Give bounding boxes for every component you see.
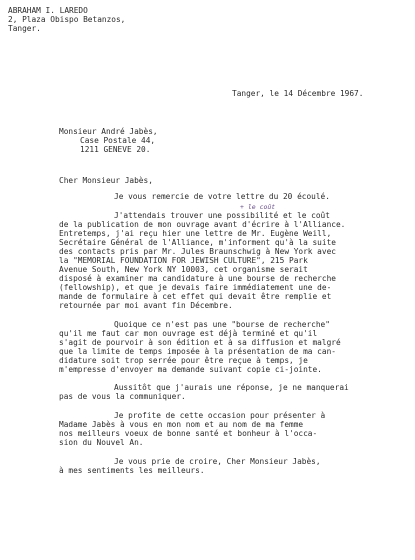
paragraph-2-line: retournée par moi avant fin Décembre.: [59, 301, 233, 310]
recipient-name: Monsieur André Jabès,: [59, 127, 158, 136]
paragraph-2-line: Entretemps, j'ai reçu hier une lettre de Mr. Eugène Weill,: [59, 229, 332, 238]
paragraph-2-line: la "MEMORIAL FOUNDATION FOR JEWISH CULTURE", 215 Park: [59, 256, 308, 265]
recipient-city: 1211 GENEVE 20.: [80, 145, 151, 154]
paragraph-4-line: pas de vous la communiquer.: [59, 392, 186, 401]
paragraph-2-line: de la publication de mon ouvrage avant d'écrire à l'Alliance.: [59, 220, 346, 229]
paragraph-4-line: Aussitôt que j'aurais une réponse, je ne manquerai: [114, 383, 349, 392]
paragraph-5-line: nos meilleurs voeux de bonne santé et bonheur à l'occa-: [59, 429, 318, 438]
paragraph-6-line: à mes sentiments les meilleurs.: [59, 466, 205, 475]
handwritten-insertion: + le coût: [240, 203, 276, 211]
paragraph-3-line: m'empresse d'envoyer ma demande suivant copie ci-jointe.: [59, 365, 322, 374]
paragraph-3-line: Quoique ce n'est pas une "bourse de recherche": [114, 320, 330, 329]
paragraph-5-line: Je profite de cette occasion pour présenter à: [114, 411, 326, 420]
paragraph-2-line: Avenue South, New York NY 10003, cet organisme serait: [59, 265, 308, 274]
paragraph-2-line: J'attendais trouver une possibilité et le coût: [114, 211, 330, 220]
paragraph-2-line: des contacts pris par Mr. Jules Braunschwig à New York avec: [59, 247, 336, 256]
sender-address: 2, Plaza Obispo Betanzos,: [8, 15, 126, 24]
paragraph-3-line: que la limite de temps imposée à la présentation de ma can-: [59, 347, 336, 356]
paragraph-5-line: Madame Jabès à vous en mon nom et au nom de ma femme: [59, 420, 304, 429]
paragraph-5-line: sion du Nouvel An.: [59, 438, 144, 447]
paragraph-1-line: Je vous remercie de votre lettre du 20 écoulé.: [114, 192, 330, 201]
sender-name: ABRAHAM I. LAREDO: [8, 6, 88, 15]
paragraph-3-line: didature soit trop serrée pour être reçue à temps, je: [59, 356, 308, 365]
paragraph-3-line: qu'il me faut car mon ouvrage est déjà terminé et qu'il: [59, 329, 318, 338]
place-date: Tanger, le 14 Décembre 1967.: [232, 89, 364, 98]
paragraph-2-line: mande de formulaire à cet effet qui devait être remplie et: [59, 292, 332, 301]
paragraph-6-line: Je vous prie de croire, Cher Monsieur Jabès,: [114, 457, 321, 466]
paragraph-2-line: Secrétaire Général de l'Alliance, m'informent qu'à la suite: [59, 238, 336, 247]
salutation: Cher Monsieur Jabès,: [59, 176, 153, 185]
sender-city: Tanger.: [8, 24, 41, 33]
recipient-address: Case Postale 44,: [80, 136, 156, 145]
paragraph-3-line: s'agit de pourvoir à son édition et à sa diffusion et malgré: [59, 338, 341, 347]
paragraph-2-line: disposé à examiner ma candidature à une bourse de recherche: [59, 274, 336, 283]
paragraph-2-line: (fellowship), et que je devais faire immédiatement une de-: [59, 283, 332, 292]
